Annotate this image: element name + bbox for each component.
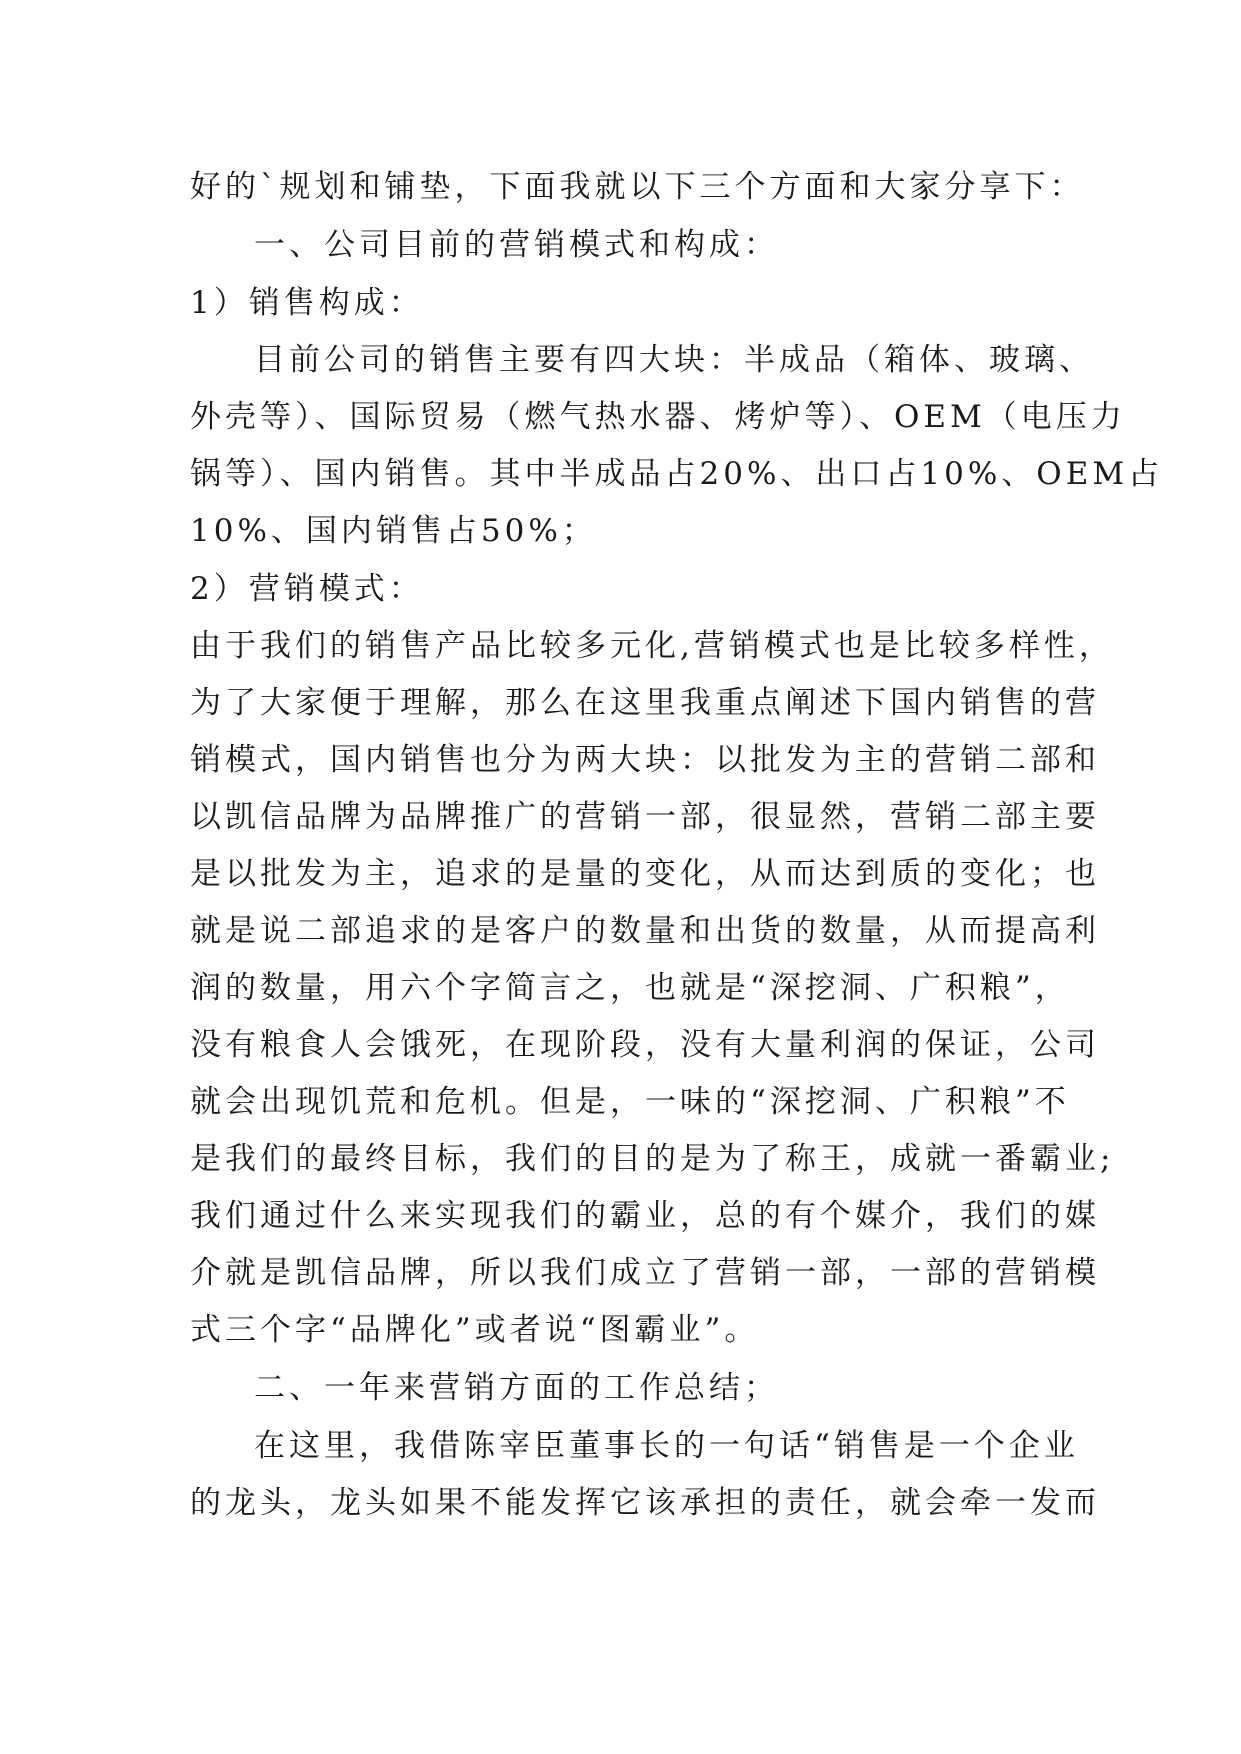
subsection-heading: 2）营销模式： xyxy=(190,571,424,607)
text-line: 是我们的最终目标，我们的目的是为了称王，成就一番霸业; xyxy=(190,1141,1115,1177)
text-line: 目前公司的销售主要有四大块：半成品（箱体、玻璃、 xyxy=(254,342,1094,378)
text-line: 润的数量，用六个字简言之，也就是“深挖洞、广积粮”， xyxy=(190,970,1070,1006)
text-line: 由于我们的销售产品比较多元化,营销模式也是比较多样性， xyxy=(190,628,1114,664)
text-line: 锅等）、国内销售。其中半成品占20%、出口占10%、OEM占 xyxy=(190,456,1164,492)
text-line: 为了大家便于理解，那么在这里我重点阐述下国内销售的营 xyxy=(190,685,1100,721)
text-line: 的龙头，龙头如果不能发挥它该承担的责任，就会牵一发而 xyxy=(190,1485,1100,1521)
text-line: 销模式，国内销售也分为两大块：以批发为主的营销二部和 xyxy=(190,742,1100,778)
text-line: 以凯信品牌为品牌推广的营销一部，很显然，营销二部主要 xyxy=(190,799,1100,835)
text-line: 10%、国内销售占50%； xyxy=(190,513,597,549)
section-heading: 二、一年来营销方面的工作总结； xyxy=(254,1370,779,1406)
text-line: 没有粮食人会饿死，在现阶段，没有大量利润的保证，公司 xyxy=(190,1027,1100,1063)
text-line: 是以批发为主，追求的是量的变化，从而达到质的变化；也 xyxy=(190,856,1100,892)
text-line: 就会出现饥荒和危机。但是，一味的“深挖洞、广积粮”不 xyxy=(190,1084,1070,1120)
text-line: 外壳等）、国际贸易（燃气热水器、烤炉等）、OEM（电压力 xyxy=(190,399,1126,435)
section-heading: 一、公司目前的营销模式和构成： xyxy=(254,227,779,263)
text-line: 我们通过什么来实现我们的霸业，总的有个媒介，我们的媒 xyxy=(190,1198,1100,1234)
text-line: 好的`规划和铺垫，下面我就以下三个方面和大家分享下： xyxy=(190,169,1085,205)
text-line: 就是说二部追求的是客户的数量和出货的数量，从而提高利 xyxy=(190,913,1100,949)
text-line: 在这里，我借陈宰臣董事长的一句话“销售是一个企业 xyxy=(254,1428,1079,1464)
text-line: 式三个字“品牌化”或者说“图霸业”。 xyxy=(190,1312,760,1348)
text-line: 介就是凯信品牌，所以我们成立了营销一部，一部的营销模 xyxy=(190,1255,1100,1291)
subsection-heading: 1）销售构成： xyxy=(190,285,424,321)
